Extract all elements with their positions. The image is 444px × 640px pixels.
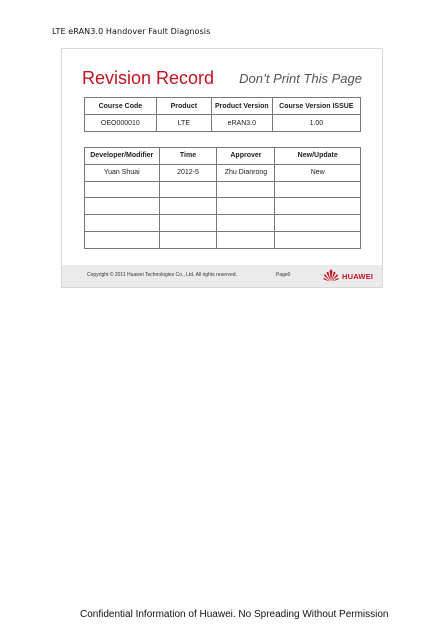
cell-developer (85, 231, 160, 248)
cell-approver (217, 198, 275, 215)
revision-slide (61, 48, 383, 288)
header-product-version: Product Version (211, 98, 272, 115)
header-developer: Developer/Modifier (85, 148, 160, 165)
cell-time (159, 198, 217, 215)
header-time: Time (159, 148, 217, 165)
cell-course-version-issue: 1.00 (272, 115, 360, 132)
cell-developer: Yuan Shuai (85, 164, 160, 181)
table-header-row (85, 98, 361, 115)
cell-time (159, 181, 217, 198)
header-approver: Approver (217, 148, 275, 165)
cell-approver (217, 181, 275, 198)
cell-developer (85, 215, 160, 232)
table-row (85, 215, 361, 232)
document-header-title: LTE eRAN3.0 Handover Fault Diagnosis (52, 27, 211, 36)
document-footer-confidential: Confidential Information of Huawei. No Spreading Without Permission (80, 609, 389, 620)
header-new-update: New/Update (275, 148, 361, 165)
table-row (85, 115, 361, 132)
table-row (85, 164, 361, 181)
cell-approver (217, 231, 275, 248)
table-row (85, 198, 361, 215)
table-row (85, 231, 361, 248)
cell-new-update (275, 215, 361, 232)
slide-footer-bar (62, 265, 382, 287)
page-number: Page0 (276, 272, 291, 278)
table-header-row (85, 148, 361, 165)
cell-approver: Zhu Dianrong (217, 164, 275, 181)
cell-new-update: New (275, 164, 361, 181)
header-product: Product (156, 98, 211, 115)
table-row (85, 181, 361, 198)
copyright-text: Copyright © 2011 Huawei Technologies Co., Ltd. All rights reserved. (87, 272, 237, 278)
cell-time (159, 215, 217, 232)
header-course-version-issue: Course Version ISSUE (272, 98, 360, 115)
cell-new-update (275, 198, 361, 215)
cell-approver (217, 215, 275, 232)
cell-developer (85, 198, 160, 215)
cell-product: LTE (156, 115, 211, 132)
huawei-logo-icon (323, 267, 339, 286)
cell-time (159, 231, 217, 248)
header-course-code: Course Code (85, 98, 157, 115)
cell-course-code: OEO000010 (85, 115, 157, 132)
revision-history-table (84, 147, 361, 249)
cell-new-update (275, 181, 361, 198)
course-info-table (84, 97, 361, 132)
cell-time: 2012-5 (159, 164, 217, 181)
cell-developer (85, 181, 160, 198)
slide-subtitle: Don’t Print This Page (239, 71, 362, 86)
huawei-logo (323, 269, 373, 283)
cell-product-version: eRAN3.0 (211, 115, 272, 132)
cell-new-update (275, 231, 361, 248)
slide-title: Revision Record (82, 68, 215, 88)
huawei-logo-text: HUAWEI (342, 271, 374, 281)
